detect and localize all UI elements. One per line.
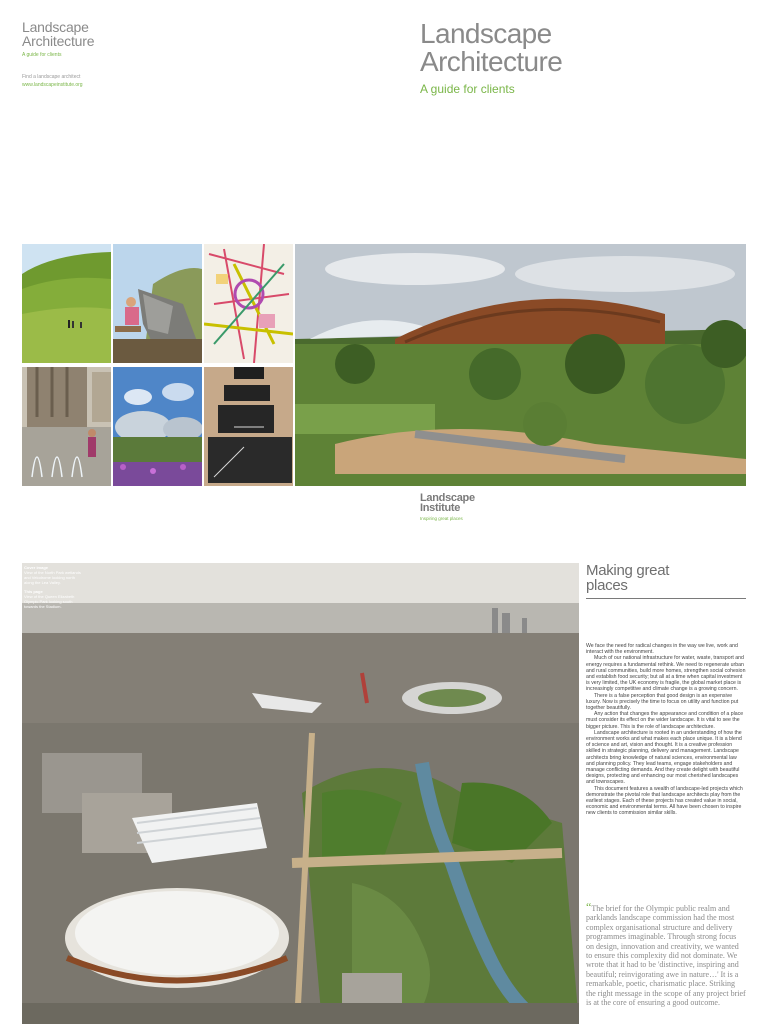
logo-tagline: Inspiring great places [420, 516, 463, 521]
article-title-line1: Making great [586, 562, 670, 579]
article-paragraph: We face the need for radical changes in the way we live, work and interact with the environment. [586, 643, 738, 656]
photo-fountain-plaza [22, 367, 111, 486]
article-paragraph: Landscape architecture is rooted in an understanding of how the environment works and what makes each place unique. It is a blend of science and art, vision and thought. It is a creative profession skilled in strategic planning, delivery and management. Landscape architects bring knowledge of natural sciences, environmental law and planning policy. They lead teams, engage stakeholders and manage conflicting demands. And they create delight with beautiful designs, protecting and enhancing our most cherished landscapes and townscapes. [586, 729, 742, 786]
photo-olympic-park-aerial [22, 563, 579, 1024]
back-cover-subtitle: A guide for clients [22, 52, 62, 58]
photo-domes-garden [113, 367, 202, 486]
article-title [586, 563, 746, 599]
article-paragraph: Any action that changes the appearance and condition of a place must consider its effect on the wider landscape. It is vital to see the bigger picture. This is the role of landscape architecture. [586, 711, 744, 730]
landscape-institute-logo [420, 493, 475, 521]
caption-heading: This page [24, 589, 43, 594]
front-cover-title [420, 20, 740, 76]
photo-stepping-stones [204, 367, 293, 486]
article-paragraph: This document features a wealth of landscape-led projects which demonstrate the pivotal role that landscape architects play from the earliest stages. Each of these projects has created value in social, economic and environmental terms. All have been chosen to inspire new clients to commission similar skills. [586, 785, 743, 817]
article-title-line2: places [586, 577, 628, 594]
front-cover-text [420, 20, 740, 96]
logo-name-line2: Institute [420, 502, 461, 514]
caption-text: View of the North Park wetlands and Velodrome looking north along the Lea Valley. [24, 570, 81, 585]
back-cover-title [22, 20, 222, 48]
front-cover-title-line2: Architecture [420, 46, 563, 77]
article-column [586, 562, 746, 1008]
photo-captions [24, 565, 84, 613]
quote-text: The brief for the Olympic public realm and parklands landscape commission had the most complex organisational structure and delivery programmes imaginable. Through strong focus on design, innovation and creativity, we wanted to ensure this complexity did not dominate. We wrote that it had to be 'distinctive, inspiring and beautiful; reinvigorating awe in nature…' It is a remarkable, poetic, charismatic place. Striking the right message in the scope of any project brief is at the core of ensuring a good outcome. [586, 904, 746, 1008]
caption-cover-image [24, 565, 84, 585]
caption-text: View of the Queen Elizabeth Olympic Park looking south towards the Stadium. [24, 594, 75, 609]
article-paragraph: Much of our national infrastructure for water, waste, transport and energy requires a fundamental rethink. We need to regenerate urban and rural communities, build more homes, strengthen social cohesion and establish food security; but all at a time when capital investment is very limited, the UK economy is fragile, the global market place is increasingly competitive and climate change is a growing concern. [586, 655, 746, 693]
photo-person-on-rock [113, 244, 202, 363]
pull-quote [586, 900, 746, 1008]
photo-grid [22, 244, 294, 486]
article-paragraph: There is a false perception that good design is an expensive luxury. Now is precisely the time to focus on utility and function put together beautifully. [586, 692, 739, 712]
website-link[interactable]: www.landscapeinstitute.org [22, 82, 83, 88]
back-cover-text [22, 20, 222, 88]
back-cover-title-line1: Landscape [22, 19, 89, 35]
front-cover-title-line1: Landscape [420, 18, 552, 49]
logo-name [420, 493, 475, 513]
photo-masterplan-map [204, 244, 293, 363]
photo-green-mound [22, 244, 111, 363]
photo-velodrome-park [295, 244, 746, 486]
caption-heading: Cover image [24, 565, 49, 570]
quote-mark: “ [586, 900, 592, 914]
article-body [586, 643, 746, 817]
logo-name-line1: Landscape [420, 492, 475, 504]
front-cover-subtitle: A guide for clients [420, 82, 515, 96]
back-cover-title-line2: Architecture [22, 33, 95, 49]
caption-this-page [24, 589, 84, 609]
find-architect-text: Find a landscape architect [22, 74, 81, 80]
